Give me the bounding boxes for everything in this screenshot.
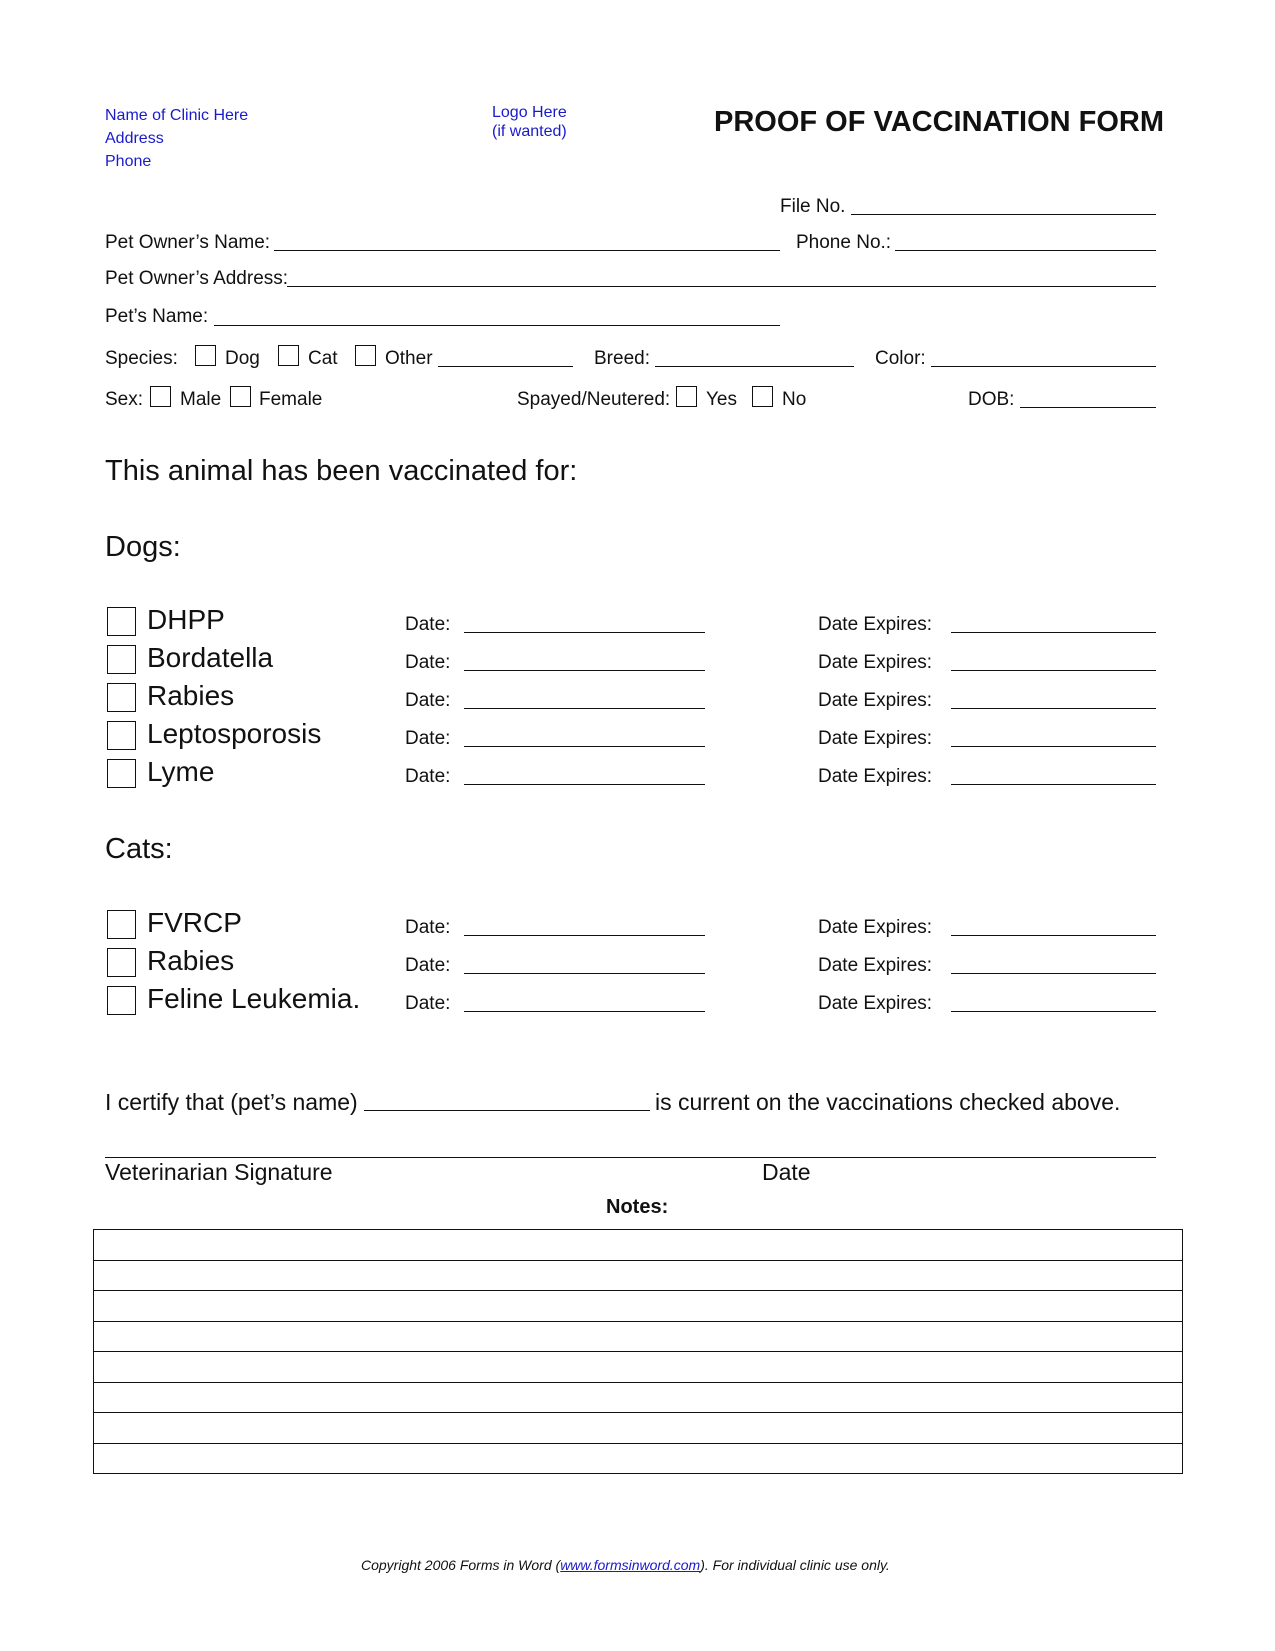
date-label: Date: bbox=[405, 652, 451, 673]
pet-name-label: Pet’s Name: bbox=[105, 306, 209, 327]
notes-row[interactable] bbox=[94, 1352, 1183, 1383]
vaccine-checkbox[interactable] bbox=[107, 910, 136, 939]
date-label: Date: bbox=[405, 690, 451, 711]
signature-date-label: Date bbox=[762, 1159, 811, 1185]
sex-female-label: Female bbox=[259, 389, 323, 410]
date-expires-field[interactable] bbox=[951, 746, 1156, 747]
clinic-phone: Phone bbox=[105, 153, 152, 170]
vaccine-name: Leptosporosis bbox=[147, 718, 322, 749]
date-field[interactable] bbox=[464, 670, 705, 671]
date-expires-label: Date Expires: bbox=[818, 955, 933, 976]
date-field[interactable] bbox=[464, 1011, 705, 1012]
footer-prefix: Copyright 2006 Forms in Word ( bbox=[361, 1557, 561, 1573]
notes-row[interactable] bbox=[94, 1260, 1183, 1291]
species-dog-label: Dog bbox=[225, 348, 260, 369]
dob-field[interactable] bbox=[1020, 407, 1156, 408]
date-label: Date: bbox=[405, 766, 451, 787]
dogs-heading: Dogs: bbox=[105, 531, 181, 563]
color-field[interactable] bbox=[931, 366, 1156, 367]
vaccine-checkbox[interactable] bbox=[107, 645, 136, 674]
owner-name-field[interactable] bbox=[274, 250, 780, 251]
sex-male-checkbox[interactable] bbox=[150, 386, 171, 407]
color-label: Color: bbox=[875, 348, 926, 369]
vaccine-name: Feline Leukemia. bbox=[147, 983, 361, 1014]
certify-pet-name-field[interactable] bbox=[364, 1110, 650, 1111]
date-expires-field[interactable] bbox=[951, 1011, 1156, 1012]
owner-address-label: Pet Owner’s Address: bbox=[105, 268, 289, 289]
clinic-name: Name of Clinic Here bbox=[105, 107, 249, 124]
species-other-field[interactable] bbox=[438, 366, 573, 367]
logo-placeholder bbox=[492, 103, 567, 141]
veterinarian-signature-label: Veterinarian Signature bbox=[105, 1159, 333, 1185]
notes-row[interactable] bbox=[94, 1291, 1183, 1322]
date-expires-label: Date Expires: bbox=[818, 728, 933, 749]
file-no-label: File No. bbox=[780, 196, 846, 217]
date-label: Date: bbox=[405, 614, 451, 635]
phone-no-label: Phone No.: bbox=[796, 232, 892, 253]
notes-row[interactable] bbox=[94, 1230, 1183, 1261]
spayed-yes-label: Yes bbox=[706, 389, 737, 410]
vaccine-checkbox[interactable] bbox=[107, 759, 136, 788]
date-field[interactable] bbox=[464, 708, 705, 709]
date-expires-label: Date Expires: bbox=[818, 690, 933, 711]
species-cat-label: Cat bbox=[308, 348, 338, 369]
date-field[interactable] bbox=[464, 632, 705, 633]
species-dog-checkbox[interactable] bbox=[195, 345, 216, 366]
spayed-yes-checkbox[interactable] bbox=[676, 386, 697, 407]
date-expires-label: Date Expires: bbox=[818, 766, 933, 787]
footer bbox=[361, 1557, 890, 1573]
footer-link[interactable]: www.formsinword.com bbox=[560, 1557, 701, 1573]
file-no-field[interactable] bbox=[851, 214, 1156, 215]
vaccine-name: FVRCP bbox=[147, 907, 242, 938]
clinic-address: Address bbox=[105, 130, 164, 147]
notes-row[interactable] bbox=[94, 1443, 1183, 1474]
date-label: Date: bbox=[405, 728, 451, 749]
vaccine-name: Lyme bbox=[147, 756, 215, 787]
owner-address-field[interactable] bbox=[287, 286, 1156, 287]
page-title: PROOF OF VACCINATION FORM bbox=[714, 106, 1165, 138]
signature-line[interactable] bbox=[105, 1157, 1156, 1158]
spayed-no-label: No bbox=[782, 389, 807, 410]
notes-row[interactable] bbox=[94, 1321, 1183, 1352]
notes-heading: Notes: bbox=[606, 1196, 669, 1218]
phone-no-field[interactable] bbox=[895, 250, 1156, 251]
notes-row[interactable] bbox=[94, 1413, 1183, 1444]
sex-label: Sex: bbox=[105, 389, 144, 410]
vaccine-checkbox[interactable] bbox=[107, 721, 136, 750]
breed-label: Breed: bbox=[594, 348, 650, 369]
date-field[interactable] bbox=[464, 784, 705, 785]
date-label: Date: bbox=[405, 955, 451, 976]
date-expires-field[interactable] bbox=[951, 632, 1156, 633]
sex-male-label: Male bbox=[180, 389, 222, 410]
footer-suffix: ). For individual clinic use only. bbox=[700, 1557, 890, 1573]
date-label: Date: bbox=[405, 917, 451, 938]
notes-table bbox=[93, 1229, 1183, 1474]
date-field[interactable] bbox=[464, 746, 705, 747]
date-expires-field[interactable] bbox=[951, 784, 1156, 785]
vaccine-name: Bordatella bbox=[147, 642, 274, 673]
certify-prefix: I certify that (pet’s name) bbox=[105, 1089, 358, 1115]
species-other-label: Other bbox=[385, 348, 433, 369]
date-field[interactable] bbox=[464, 973, 705, 974]
owner-name-label: Pet Owner’s Name: bbox=[105, 232, 271, 253]
date-expires-label: Date Expires: bbox=[818, 652, 933, 673]
cats-heading: Cats: bbox=[105, 833, 173, 865]
sex-female-checkbox[interactable] bbox=[230, 386, 251, 407]
vaccine-checkbox[interactable] bbox=[107, 986, 136, 1015]
clinic-info bbox=[105, 104, 248, 173]
date-field[interactable] bbox=[464, 935, 705, 936]
species-label: Species: bbox=[105, 348, 178, 369]
breed-field[interactable] bbox=[655, 366, 854, 367]
notes-row[interactable] bbox=[94, 1382, 1183, 1413]
date-expires-label: Date Expires: bbox=[818, 917, 933, 938]
vaccine-name: Rabies bbox=[147, 945, 235, 976]
date-expires-label: Date Expires: bbox=[818, 614, 933, 635]
dob-label: DOB: bbox=[968, 389, 1015, 410]
vaccine-checkbox[interactable] bbox=[107, 683, 136, 712]
date-expires-field[interactable] bbox=[951, 708, 1156, 709]
logo-line-1: Logo Here bbox=[492, 104, 567, 121]
spayed-label: Spayed/Neutered: bbox=[517, 389, 671, 410]
date-expires-field[interactable] bbox=[951, 935, 1156, 936]
spayed-no-checkbox[interactable] bbox=[752, 386, 773, 407]
date-label: Date: bbox=[405, 993, 451, 1014]
vaccine-name: DHPP bbox=[147, 604, 225, 635]
date-expires-label: Date Expires: bbox=[818, 993, 933, 1014]
vaccinated-heading: This animal has been vaccinated for: bbox=[105, 455, 578, 487]
vaccine-checkbox[interactable] bbox=[107, 607, 136, 636]
date-expires-field[interactable] bbox=[951, 973, 1156, 974]
logo-line-2: (if wanted) bbox=[492, 123, 567, 140]
date-expires-field[interactable] bbox=[951, 670, 1156, 671]
vaccine-checkbox[interactable] bbox=[107, 948, 136, 977]
pet-name-field[interactable] bbox=[214, 325, 780, 326]
species-cat-checkbox[interactable] bbox=[278, 345, 299, 366]
species-other-checkbox[interactable] bbox=[355, 345, 376, 366]
certify-suffix: is current on the vaccinations checked above. bbox=[655, 1089, 1121, 1115]
vaccine-name: Rabies bbox=[147, 680, 235, 711]
